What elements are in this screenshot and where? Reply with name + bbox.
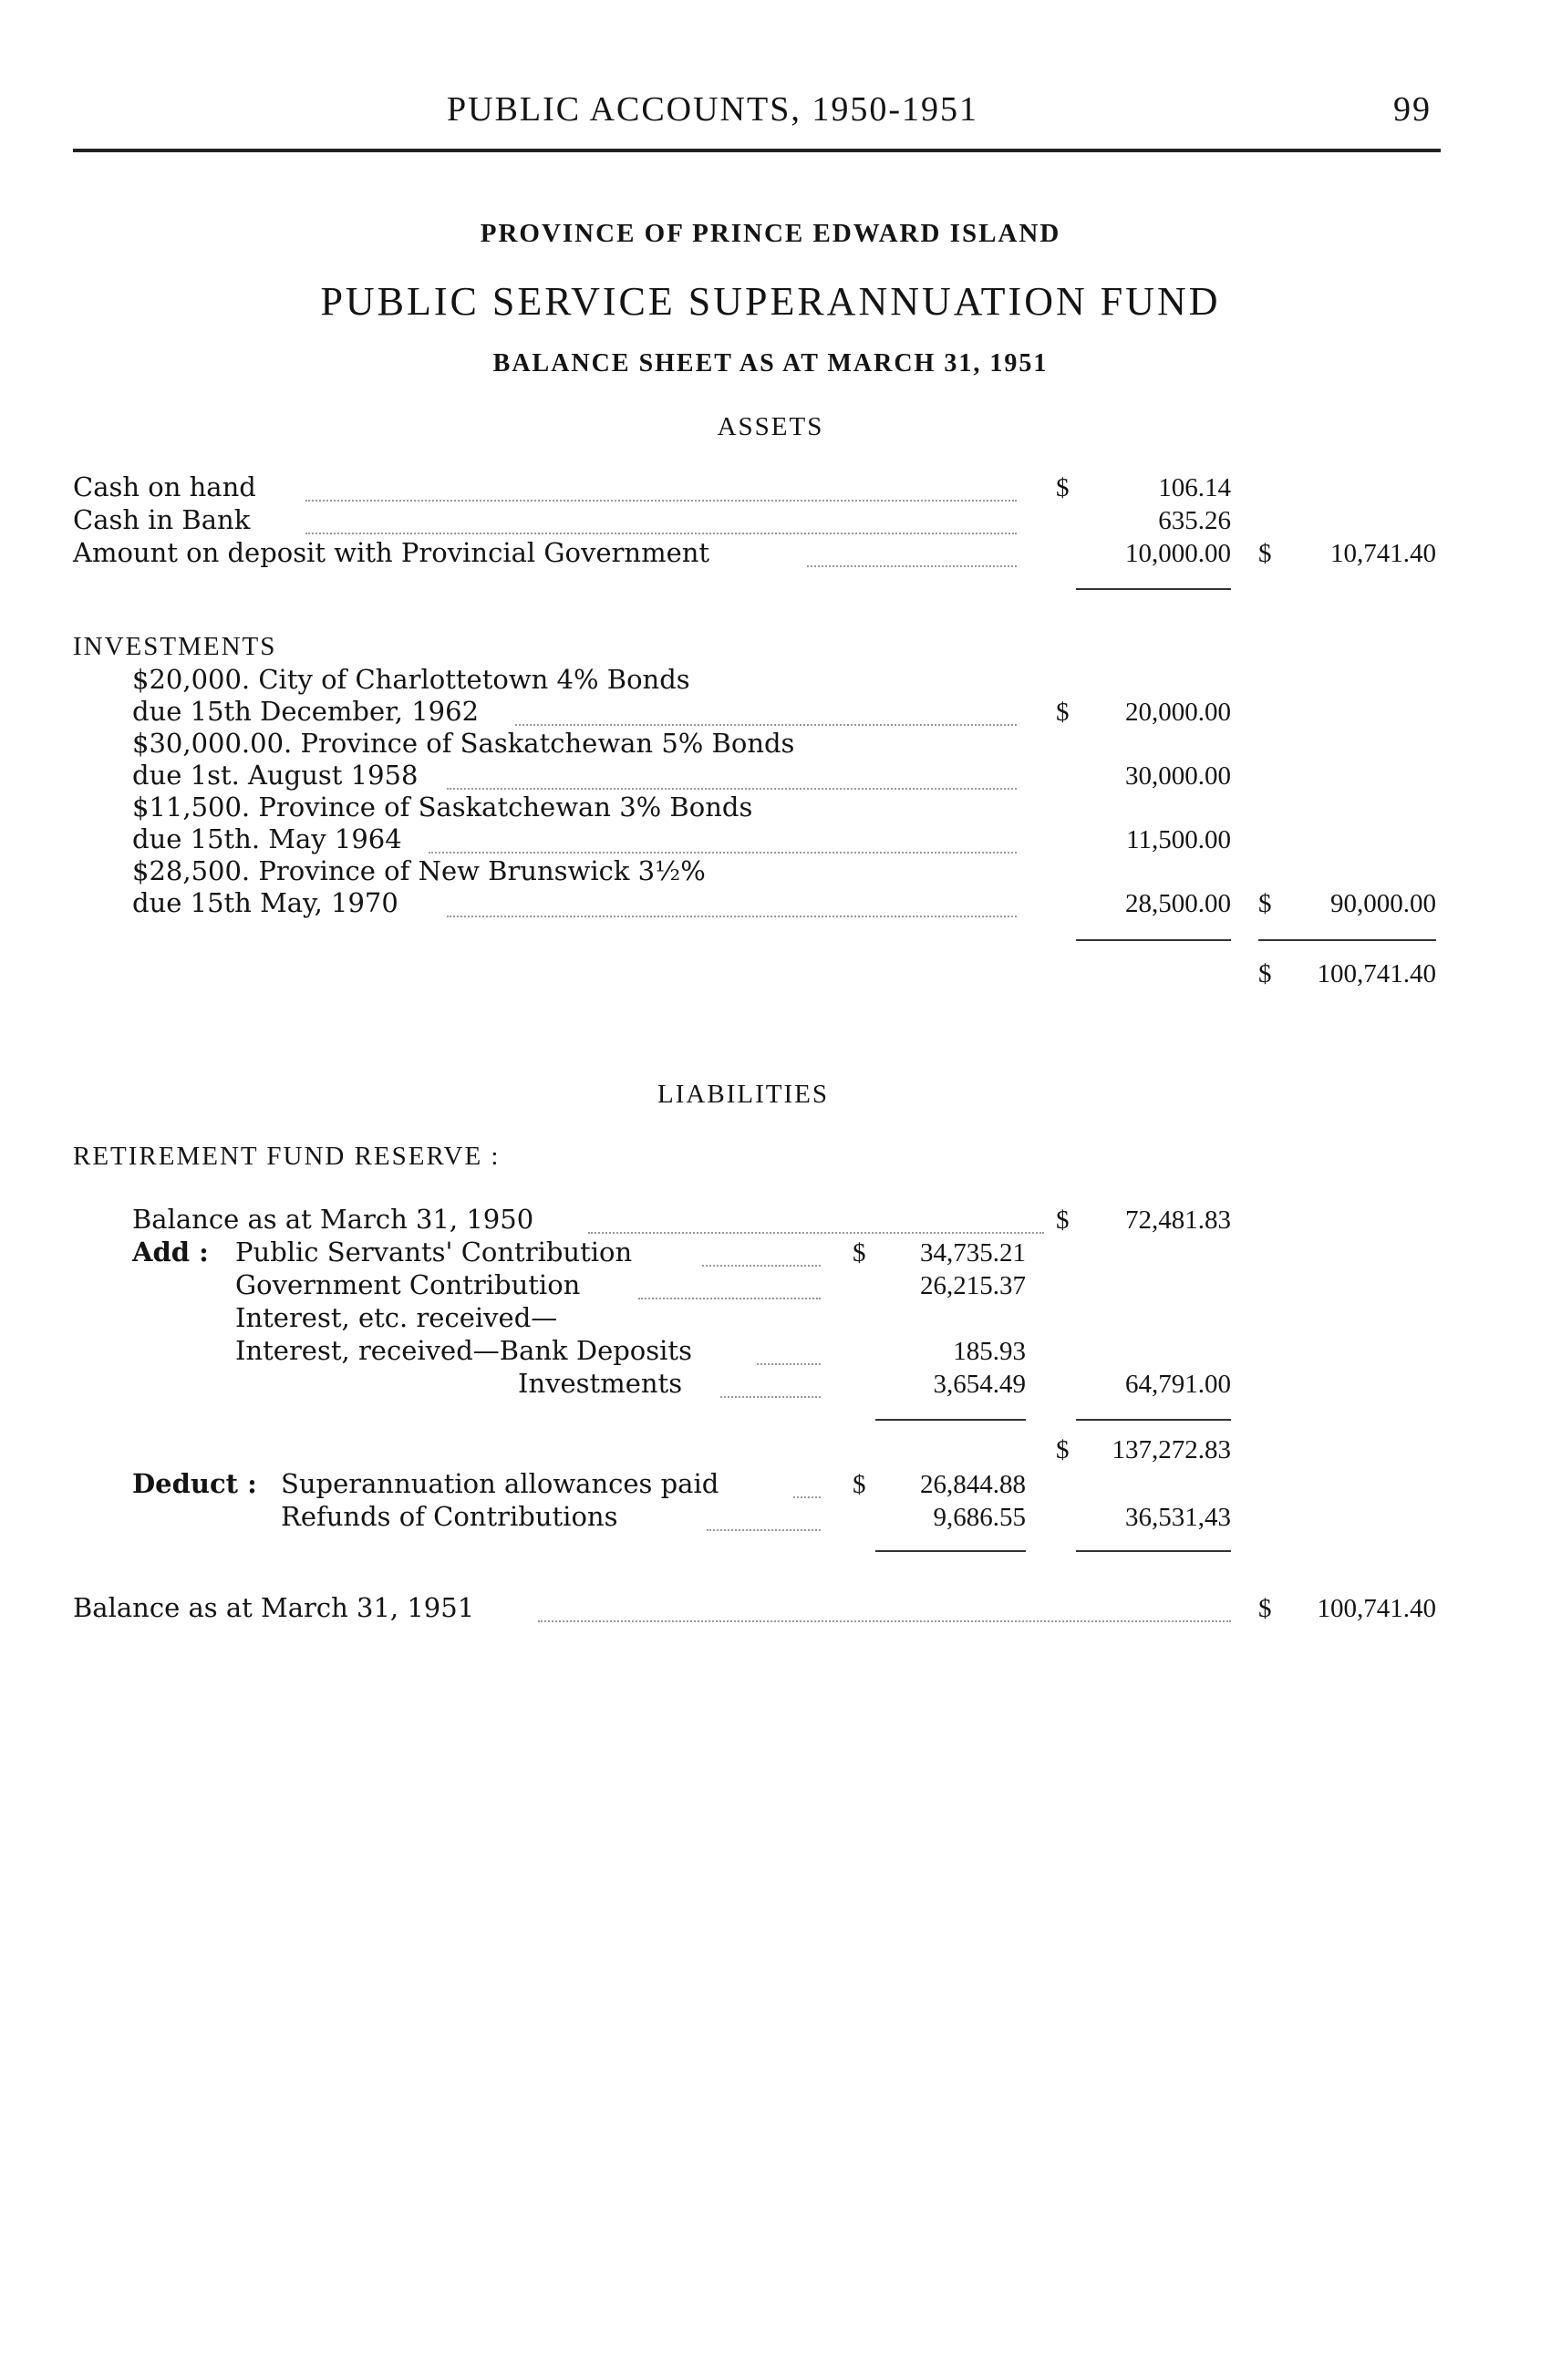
leader-dots (538, 1620, 1231, 1622)
opening-balance-dollar-sign: $ (1056, 1206, 1070, 1235)
investment-3-line2: due 15th. May 1964 (132, 823, 402, 854)
asset-amount-cash-in-bank: 635.26 (1158, 506, 1231, 535)
deduct-subtotal-rule (875, 1550, 1026, 1552)
asset-total-amount: 10,741.40 (1330, 539, 1436, 568)
add-total-rule (1076, 1419, 1231, 1421)
subtotal-amount: 137,272.83 (1112, 1435, 1231, 1464)
investments-subtotal-rule (1076, 939, 1231, 941)
running-header-title: PUBLIC ACCOUNTS, 1950-1951 (447, 90, 978, 129)
investment-2-amount: 30,000.00 (1125, 761, 1231, 791)
add-amount-bank-deposits: 185.93 (953, 1337, 1026, 1366)
asset-subtotal-rule (1076, 588, 1231, 590)
add-row-bank-deposits: Interest, received—Bank Deposits (235, 1335, 692, 1366)
assets-total-rule (1258, 939, 1436, 941)
add-amount-investments: 3,654.49 (933, 1370, 1026, 1399)
opening-balance-amount: 72,481.83 (1125, 1206, 1231, 1235)
asset-total-dollar-sign: $ (1258, 539, 1272, 568)
asset-label-cash-on-hand: Cash on hand (73, 471, 256, 502)
opening-balance-label: Balance as at March 31, 1950 (132, 1204, 534, 1235)
investment-3-line1: $11,500. Province of Saskatchewan 3% Bonds (132, 792, 753, 823)
investment-2-line1: $30,000.00. Province of Saskatchewan 5% Bonds (132, 728, 795, 759)
leader-dots (638, 1298, 821, 1299)
leader-dots (793, 1496, 821, 1498)
deduct-row-refunds: Refunds of Contributions (281, 1501, 618, 1532)
fund-title: PUBLIC SERVICE SUPERANNUATION FUND (320, 279, 1221, 324)
investment-1-amount: 20,000.00 (1125, 698, 1231, 727)
investment-2-line2: due 1st. August 1958 (132, 760, 419, 791)
deduct-prefix: Deduct : (132, 1468, 257, 1499)
investment-1-line2: due 15th December, 1962 (132, 696, 480, 727)
investment-4-line1: $28,500. Province of New Brunswick 3½% (132, 855, 706, 886)
add-total: 64,791.00 (1125, 1370, 1231, 1399)
investments-total-dollar-sign: $ (1258, 889, 1272, 918)
leader-dots (588, 1232, 1044, 1234)
leader-dots (515, 724, 1017, 726)
add-row-public-servants: Public Servants' Contribution (235, 1237, 633, 1268)
deduct-dollar-sign: $ (853, 1470, 866, 1499)
investment-dollar-sign: $ (1056, 698, 1070, 727)
add-row-government: Government Contribution (235, 1269, 581, 1300)
add-amount-government: 26,215.37 (920, 1271, 1026, 1300)
asset-dollar-sign: $ (1056, 473, 1070, 502)
assets-grand-total-dollar-sign: $ (1258, 959, 1272, 988)
asset-amount-cash-on-hand: 106.14 (1158, 473, 1231, 502)
investment-4-line2: due 15th May, 1970 (132, 887, 398, 918)
investments-total-amount: 90,000.00 (1330, 889, 1436, 918)
province-title: PROVINCE OF PRINCE EDWARD ISLAND (480, 219, 1061, 248)
add-amount-public-servants: 34,735.21 (920, 1238, 1026, 1268)
asset-amount-deposit: 10,000.00 (1125, 539, 1231, 568)
balance-sheet-title: BALANCE SHEET AS AT MARCH 31, 1951 (492, 349, 1049, 378)
header-rule (73, 149, 1441, 152)
leader-dots (305, 500, 1017, 502)
investment-1-line1: $20,000. City of Charlottetown 4% Bonds (132, 664, 690, 695)
closing-balance-dollar-sign: $ (1258, 1594, 1272, 1623)
leader-dots (447, 788, 1017, 790)
investment-4-amount: 28,500.00 (1125, 889, 1231, 918)
add-row-interest-heading: Interest, etc. received— (235, 1302, 558, 1333)
asset-label-deposit: Amount on deposit with Provincial Government (73, 537, 710, 568)
add-dollar-sign: $ (853, 1238, 866, 1268)
leader-dots (447, 916, 1017, 917)
deduct-total: 36,531,43 (1125, 1503, 1231, 1532)
leader-dots (720, 1396, 821, 1398)
deduct-total-rule (1076, 1550, 1231, 1552)
asset-label-cash-in-bank: Cash in Bank (73, 504, 251, 535)
subtotal-dollar-sign: $ (1056, 1435, 1070, 1464)
page-number: 99 (1393, 90, 1432, 129)
assets-heading: ASSETS (717, 412, 824, 441)
investment-3-amount: 11,500.00 (1126, 825, 1231, 854)
investments-heading: INVESTMENTS (73, 632, 277, 661)
deduct-row-allowances: Superannuation allowances paid (281, 1468, 719, 1499)
closing-balance-amount: 100,741.40 (1317, 1594, 1436, 1623)
add-row-investments: Investments (518, 1368, 683, 1399)
leader-dots (429, 852, 1017, 854)
closing-balance-label: Balance as at March 31, 1951 (73, 1592, 475, 1623)
leader-dots (757, 1363, 821, 1365)
liabilities-heading: LIABILITIES (657, 1080, 829, 1109)
add-prefix: Add : (132, 1237, 209, 1268)
reserve-heading: RETIREMENT FUND RESERVE : (73, 1142, 501, 1171)
leader-dots (305, 533, 1017, 534)
leader-dots (707, 1529, 821, 1531)
leader-dots (807, 565, 1017, 567)
assets-grand-total: 100,741.40 (1317, 959, 1436, 988)
leader-dots (702, 1265, 821, 1267)
add-subtotal-rule (875, 1419, 1026, 1421)
deduct-amount-refunds: 9,686.55 (933, 1503, 1026, 1532)
deduct-amount-allowances: 26,844.88 (920, 1470, 1026, 1499)
